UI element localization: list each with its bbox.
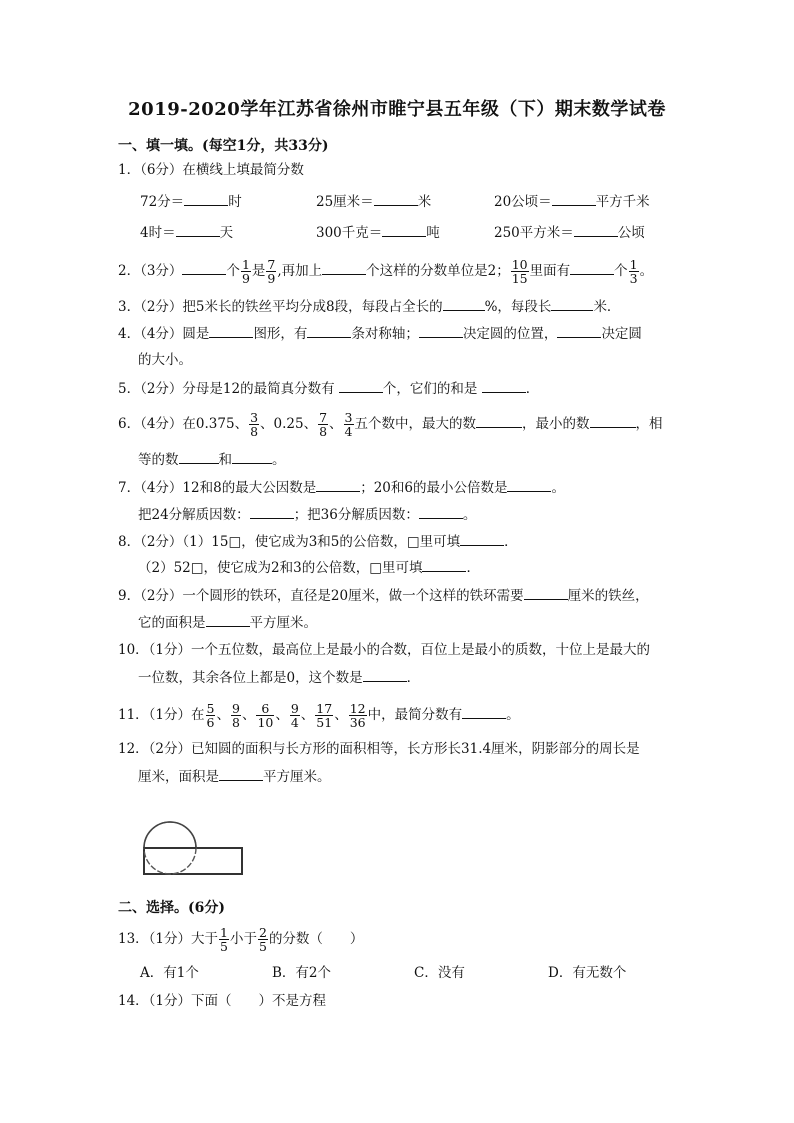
answer-blank[interactable] bbox=[462, 704, 506, 719]
answer-blank[interactable] bbox=[307, 323, 351, 338]
answer-blank[interactable] bbox=[570, 260, 614, 275]
question-4: 4．（4分）圆是 图形，有 条对称轴； 决定圆的位置， 决定圆 bbox=[118, 323, 642, 344]
fraction: $\frac{10}{15}$ bbox=[511, 257, 528, 286]
q13-option-b[interactable]: B．有2个 bbox=[272, 965, 332, 981]
question-8: 8．（2分）（1）15□，使它成为3和5的公倍数，□里可填 ． bbox=[118, 531, 518, 552]
question-1 bbox=[118, 160, 304, 180]
fraction: $\frac{7}{9}$ bbox=[267, 257, 276, 286]
answer-blank[interactable] bbox=[339, 378, 383, 393]
q1-item-1: 72分＝ 时 bbox=[140, 191, 242, 212]
answer-blank[interactable] bbox=[419, 323, 463, 338]
fraction: $\frac{3}{8}$ bbox=[250, 410, 259, 439]
answer-blank[interactable] bbox=[524, 585, 568, 600]
answer-blank[interactable] bbox=[206, 612, 250, 627]
circle-rectangle-figure bbox=[140, 818, 250, 880]
question-14: 14．（1分）下面（ ）不是方程 bbox=[118, 993, 327, 1009]
answer-blank[interactable] bbox=[232, 449, 272, 464]
q13-option-d[interactable]: D．有无数个 bbox=[548, 965, 627, 981]
answer-blank[interactable] bbox=[590, 413, 636, 428]
question-9-line-2: 它的面积是 平方厘米。 bbox=[138, 612, 317, 633]
q13-option-c[interactable]: C．没有 bbox=[414, 965, 465, 981]
q13-option-a[interactable]: A．有1个 bbox=[140, 965, 199, 981]
fraction: $\frac{6}{10}$ bbox=[257, 701, 274, 730]
question-2: 2．（3分） 个 $\frac{1}{9}$ 是 $\frac{7}{9}$ ,再加上 个这样的分数单位是2； $\frac{10}{15}$ 里面有 个 $\frac{1}{3}$ 。 bbox=[118, 257, 654, 286]
fraction: $\frac{1}{5}$ bbox=[220, 925, 228, 954]
fraction: $\frac{2}{5}$ bbox=[258, 925, 267, 954]
answer-blank[interactable] bbox=[422, 557, 466, 572]
fraction: $\frac{7}{8}$ bbox=[319, 410, 328, 439]
section-2-heading: 二、选择。(6分) bbox=[118, 900, 225, 916]
answer-blank[interactable] bbox=[209, 323, 253, 338]
answer-blank[interactable] bbox=[176, 222, 220, 237]
section-1-heading: 一、填一填。(每空1分，共33分) bbox=[118, 138, 329, 154]
answer-blank[interactable] bbox=[363, 667, 407, 682]
question-6-line-2: 等的数 和 。 bbox=[138, 449, 286, 470]
question-7-line-2: 把24分解质因数： ；把36分解质因数： 。 bbox=[138, 504, 476, 525]
question-12-line-2: 厘米，面积是 平方厘米。 bbox=[138, 766, 331, 787]
fraction: $\frac{12}{36}$ bbox=[349, 701, 366, 730]
answer-blank[interactable] bbox=[179, 449, 219, 464]
q1-item-5: 300千克＝ 吨 bbox=[316, 222, 440, 243]
answer-blank[interactable] bbox=[322, 260, 366, 275]
answer-blank[interactable] bbox=[419, 504, 463, 519]
question-5: 5．（2分）分母是12的最简真分数有 个，它们的和是 ． bbox=[118, 378, 539, 399]
question-4-line-2: 的大小。 bbox=[138, 352, 192, 368]
fraction: $\frac{17}{51}$ bbox=[316, 701, 333, 730]
q1-item-2: 25厘米＝ 米 bbox=[316, 191, 431, 212]
semicircle-arc bbox=[144, 822, 196, 848]
question-11: 11．（1分）在 $\frac{5}{6}$ 、 $\frac{9}{8}$ 、 $\frac{6}{10}$ 、 $\frac{9}{4}$ 、 $\frac{17}{51}$ 、 $\frac{12}{36}$ 中，最简分数有 。 bbox=[118, 701, 520, 730]
question-7: 7．（4分）12和8的最大公因数是 ；20和6的最小公倍数是 。 bbox=[118, 477, 565, 498]
answer-blank[interactable] bbox=[219, 766, 263, 781]
question-9: 9．（2分）一个圆形的铁环，直径是20厘米，做一个这样的铁环需要 厘米的铁丝， bbox=[118, 585, 649, 606]
answer-blank[interactable] bbox=[482, 378, 526, 393]
fraction: $\frac{3}{4}$ bbox=[344, 410, 353, 439]
question-1-stem: 1．（6分）在横线上填最简分数 bbox=[118, 162, 304, 178]
q1-item-3: 20公顷＝ 平方千米 bbox=[494, 191, 650, 212]
answer-blank[interactable] bbox=[184, 191, 228, 206]
question-10: 10．（1分）一个五位数，最高位上是最小的合数，百位上是最小的质数，十位上是最大的 bbox=[118, 642, 651, 658]
answer-blank[interactable] bbox=[374, 191, 418, 206]
question-3: 3．（2分）把5米长的铁丝平均分成8段，每段占全长的 %，每段长 米． bbox=[118, 296, 620, 317]
answer-blank[interactable] bbox=[182, 260, 226, 275]
answer-blank[interactable] bbox=[552, 191, 596, 206]
answer-blank[interactable] bbox=[476, 413, 522, 428]
fraction: $\frac{5}{6}$ bbox=[206, 701, 215, 730]
question-10-line-2: 一位数，其余各位上都是0，这个数是 ． bbox=[138, 667, 420, 688]
answer-blank[interactable] bbox=[316, 477, 360, 492]
question-6: 6．（4分）在0.375、 $\frac{3}{8}$ 、0.25、 $\frac{7}{8}$ 、 $\frac{3}{4}$ 五个数中，最大的数 ，最小的数 ，相 bbox=[118, 410, 663, 439]
answer-blank[interactable] bbox=[460, 531, 504, 546]
fraction: $\frac{9}{4}$ bbox=[290, 701, 299, 730]
q1-item-4: 4时＝ 天 bbox=[140, 222, 233, 243]
page-title: 2019-2020学年江苏省徐州市睢宁县五年级（下）期末数学试卷 bbox=[128, 99, 666, 120]
answer-blank[interactable] bbox=[551, 296, 593, 311]
answer-blank[interactable] bbox=[443, 296, 485, 311]
answer-blank[interactable] bbox=[382, 222, 426, 237]
answer-blank[interactable] bbox=[574, 222, 618, 237]
answer-blank[interactable] bbox=[557, 323, 601, 338]
fraction: $\frac{1}{3}$ bbox=[629, 257, 638, 286]
answer-blank[interactable] bbox=[250, 504, 294, 519]
question-13: 13．（1分）大于 $\frac{1}{5}$ 小于 $\frac{2}{5}$ 的分数（ ） bbox=[118, 925, 364, 954]
fraction: $\frac{1}{9}$ bbox=[241, 257, 250, 286]
answer-blank[interactable] bbox=[507, 477, 551, 492]
question-12: 12．（2分）已知圆的面积与长方形的面积相等，长方形长31.4厘米，阴影部分的周长是 bbox=[118, 741, 640, 757]
fraction: $\frac{9}{8}$ bbox=[231, 701, 240, 730]
question-8-line-2: （2）52□，使它成为2和3的公倍数，□里可填 ． bbox=[138, 557, 480, 578]
q1-item-6: 250平方米＝ 公顷 bbox=[494, 222, 645, 243]
